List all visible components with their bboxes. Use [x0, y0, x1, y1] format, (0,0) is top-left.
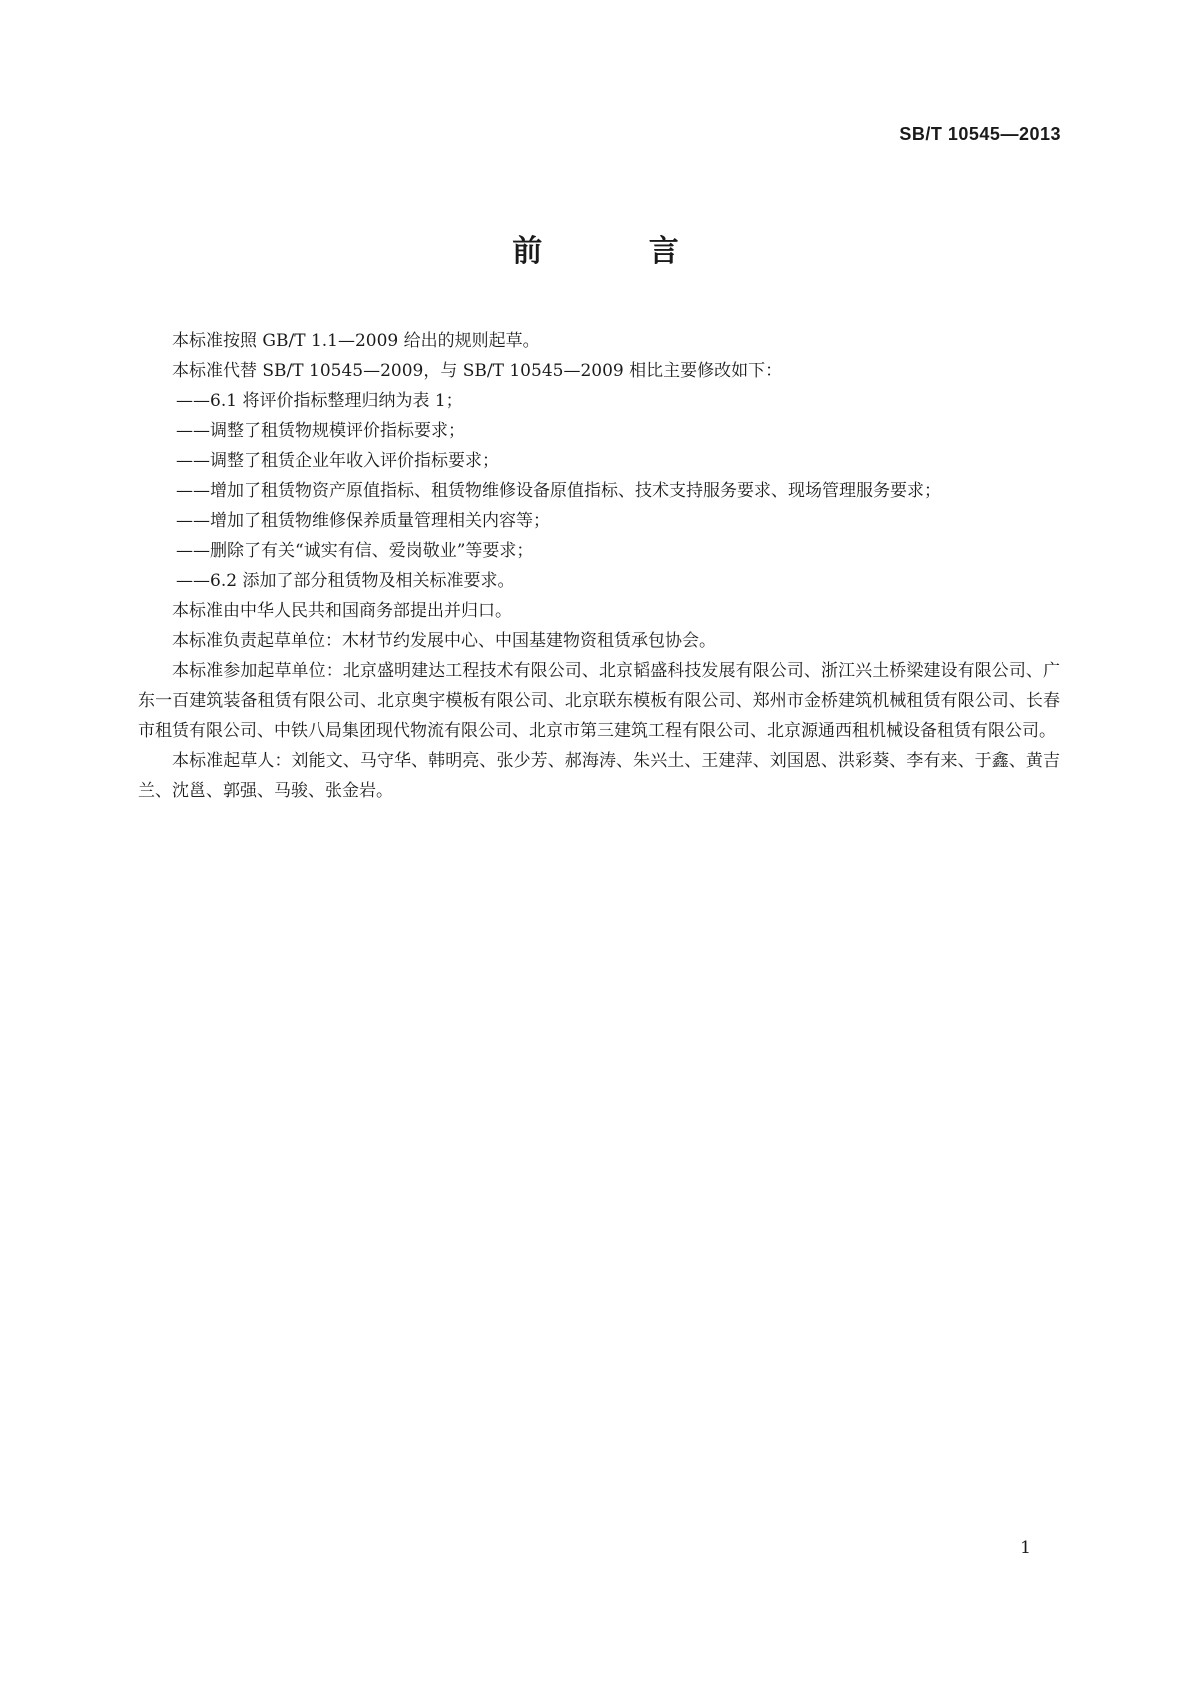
change-item: ——增加了租赁物维修保养质量管理相关内容等；: [176, 511, 550, 531]
change-item: ——6.2 添加了部分租赁物及相关标准要求。: [176, 571, 515, 591]
change-item: ——6.1 将评价指标整理归纳为表 1；: [176, 391, 463, 411]
paragraph-responsible-units: 本标准负责起草单位：木材节约发展中心、中国基建物资租赁承包协会。: [172, 631, 716, 651]
change-item: ——调整了租赁企业年收入评价指标要求；: [176, 451, 499, 471]
page-title: 前 言: [512, 234, 727, 269]
change-item: ——增加了租赁物资产原值指标、租赁物维修设备原值指标、技术支持服务要求、现场管理服务要求；: [176, 481, 941, 501]
preface-body: [138, 326, 1060, 806]
paragraph-participating-units: 本标准参加起草单位：北京盛明建达工程技术有限公司、北京韬盛科技发展有限公司、浙江兴土桥梁建设有限公司、广东一百建筑装备租赁有限公司、北京奥宇模板有限公司、北京联东模板有限公司、郑州市金桥建筑机械租赁有限公司、长春市租赁有限公司、中铁八局集团现代物流有限公司、北京市第三建筑工程有限公司、北京源通西租机械设备租赁有限公司。: [138, 661, 1060, 741]
paragraph-proposer: 本标准由中华人民共和国商务部提出并归口。: [172, 601, 512, 621]
change-item: ——删除了有关“诚实有信、爱岗敬业”等要求；: [176, 541, 534, 561]
change-item: ——调整了租赁物规模评价指标要求；: [176, 421, 465, 441]
standard-code: SB/T 10545—2013: [899, 124, 1061, 144]
paragraph-replacement: 本标准代替 SB/T 10545—2009，与 SB/T 10545—2009 相比主要修改如下：: [172, 361, 783, 381]
paragraph-drafters: 本标准起草人：刘能文、马守华、韩明亮、张少芳、郝海涛、朱兴土、王建萍、刘国恩、洪彩葵、李有来、于鑫、黄吉兰、沈邕、郭强、马骏、张金岩。: [138, 751, 1060, 801]
page-number: 1: [1020, 1538, 1031, 1558]
paragraph-drafting-rules: 本标准按照 GB/T 1.1—2009 给出的规则起草。: [172, 331, 540, 351]
